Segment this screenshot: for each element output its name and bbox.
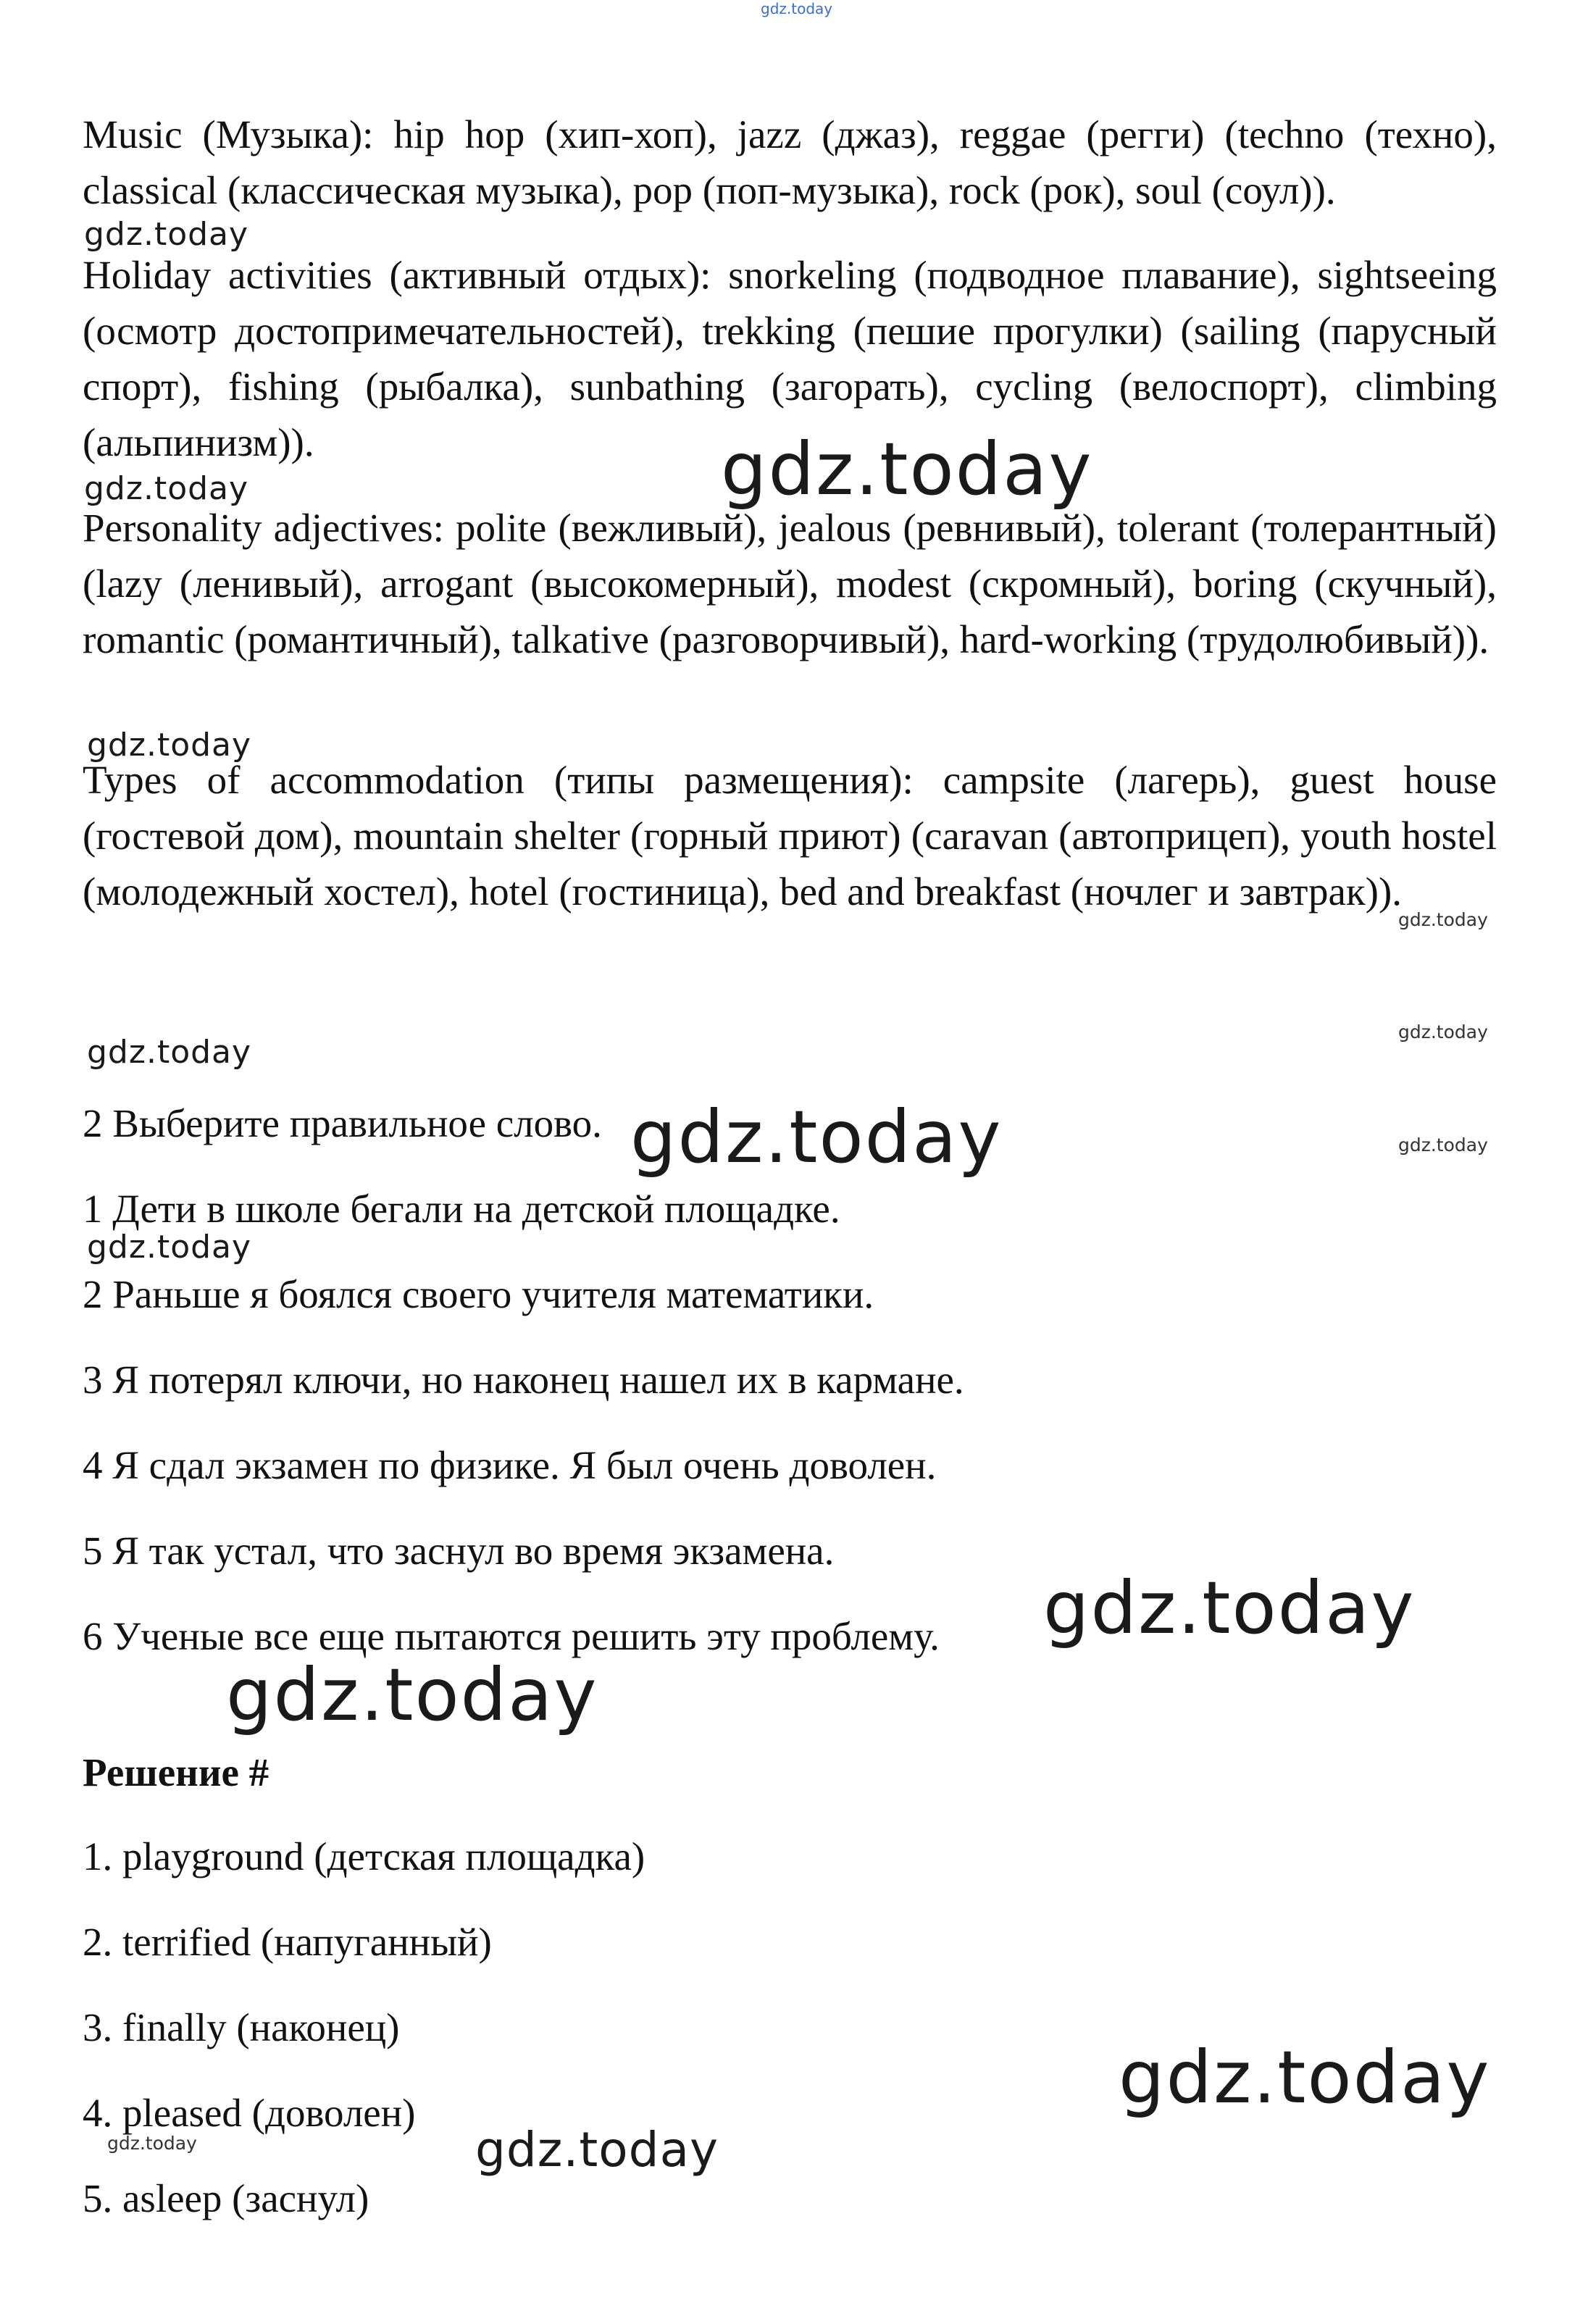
vocab-music: Music (Музыка): hip hop (хип-хоп), jazz (джаз), reggae (регги) (techno (техно), classical (классическая музыка), pop (поп-музыка), rock (рок), soul (соул)). — [83, 112, 1497, 212]
watermark: gdz.today — [87, 727, 252, 764]
watermark: gdz.today — [84, 216, 249, 253]
solution-heading: Решение # — [83, 1750, 269, 1794]
solution-answer: 5. asleep (заснул) — [83, 2176, 369, 2220]
watermark: gdz.today — [630, 1095, 1003, 1179]
solution-answer: 2. terrified (напуганный) — [83, 1920, 492, 1964]
solution-answer: 1. playground (детская площадка) — [83, 1834, 645, 1878]
watermark: gdz.today — [1043, 1566, 1416, 1650]
exercise-sentence: 2 Раньше я боялся своего учителя математики. — [83, 1272, 874, 1316]
exercise-title: 2 Выберите правильное слово. — [83, 1101, 602, 1145]
watermark: gdz.today — [107, 2133, 197, 2154]
watermark-top: gdz.today — [761, 0, 833, 17]
watermark: gdz.today — [87, 1034, 252, 1071]
solution-answer: 4. pleased (доволен) — [83, 2091, 416, 2135]
exercise-sentence: 3 Я потерял ключи, но наконец нашел их в кармане. — [83, 1358, 964, 1402]
exercise-sentence: 6 Ученые все еще пытаются решить эту проблему. — [83, 1614, 940, 1658]
watermark: gdz.today — [721, 427, 1093, 511]
exercise-sentence: 5 Я так устал, что заснул во время экзамена. — [83, 1529, 835, 1573]
watermark: gdz.today — [226, 1652, 598, 1737]
vocab-personality-adjectives: Personality adjectives: polite (вежливый), jealous (ревнивый), tolerant (толерантный) (lazy (ленивый), arrogant (высокомерный), modest (скромный), boring (скучный), romantic (романтичный), talkative (разговорчивый), hard-working (трудолюбивый)). — [83, 506, 1497, 661]
vocab-holiday-activities: Holiday activities (активный отдых): snorkeling (подводное плавание), sightseeing (осмотр достопримечательностей), trekking (пешие прогулки) (sailing (парусный спорт), fishing (рыбалка), sunbathing (загорать), cycling (велоспорт), climbing (альпинизм)). — [83, 253, 1497, 464]
watermark: gdz.today — [1398, 1021, 1488, 1042]
vocab-accommodation: Types of accommodation (типы размещения): campsite (лагерь), guest house (гостевой дом), mountain shelter (горный приют) (caravan (автоприцеп), youth hostel (молодежный хостел), hotel (гостиница), bed and breakfast (ночлег и завтрак)). — [83, 758, 1497, 914]
watermark: gdz.today — [475, 2122, 719, 2178]
watermark: gdz.today — [84, 470, 249, 507]
exercise-sentence: 4 Я сдал экзамен по физике. Я был очень доволен. — [83, 1443, 937, 1487]
watermark: gdz.today — [87, 1229, 252, 1266]
watermark: gdz.today — [1398, 909, 1488, 930]
exercise-sentence: 1 Дети в школе бегали на детской площадке. — [83, 1187, 840, 1231]
watermark: gdz.today — [1398, 1134, 1488, 1155]
solution-answer: 3. finally (наконец) — [83, 2005, 400, 2049]
watermark: gdz.today — [1119, 2035, 1491, 2120]
